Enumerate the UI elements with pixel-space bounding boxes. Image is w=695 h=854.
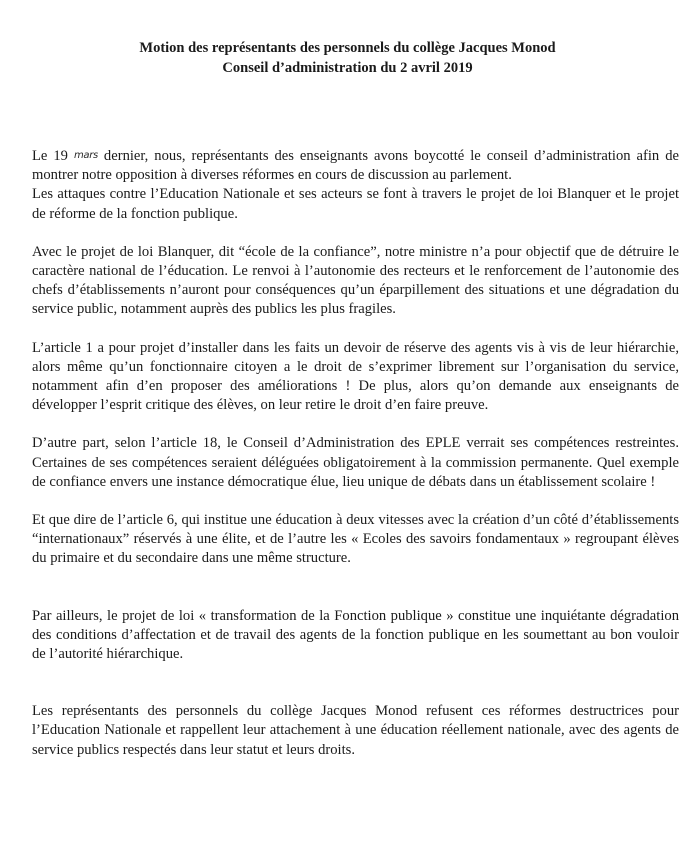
paragraph-boycott-rest: dernier, nous, représentants des enseignants avons boycotté le conseil d’administration afin de montrer notre opposition à diverses réformes en cours de discussion au parlement. (32, 148, 679, 184)
paragraph-loi-blanquer: Avec le projet de loi Blanquer, dit “école de la confiance”, notre ministre n’a pour objectif que de détruire le caractère national de l’éducation. Le renvoi à l’autonomie des recteurs et le renforcement de l’autonomie des chefs d’établissements n’auront pour conséquences qu’un éparpillement des situations et une dégradation du service public, notamment auprès des publics les plus fragiles. (32, 243, 679, 318)
paragraph-conclusion: Les représentants des personnels du collège Jacques Monod refusent ces réformes destructrices pour l’Education Nationale et rappellent leur attachement à une éducation réellement nationale, avec des agents de service publics respectés dans leur statut et leurs droits. (32, 703, 679, 758)
document-body (32, 146, 679, 760)
paragraph-attaques: Les attaques contre l’Education Nationale et ses acteurs se font à travers le projet de loi Blanquer et le projet de réforme de la fonction publique. (32, 186, 679, 222)
document-title (0, 38, 695, 78)
title-line-motion: Motion des représentants des personnels du collège Jacques Monod (139, 40, 556, 56)
title-line-conseil: Conseil d’administration du 2 avril 2019 (222, 60, 473, 76)
handwritten-month: mars (73, 150, 98, 161)
paragraph-fonction-publique: Par ailleurs, le projet de loi « transformation de la Fonction publique » constitue une inquiétante dégradation des conditions d’affectation et de travail des agents de la fonction publique en les soumettant au bon vouloir de l’autorité hiérarchique. (32, 607, 679, 663)
paragraph-article-18: D’autre part, selon l’article 18, le Conseil d’Administration des EPLE verrait ses compétences restreintes. Certaines de ses compétences seraient déléguées obligatoirement à la commission permanente. Quel exemple de confiance envers une instance démocratique élue, lieu unique de débats dans un établissement scolaire ! (32, 435, 679, 490)
paragraph-boycott-start: Le 19 (32, 148, 74, 164)
paragraph-article-6: Et que dire de l’article 6, qui institue une éducation à deux vitesses avec la création d’un côté d’établissements “internationaux” réservés à une élite, et de l’autre les « Ecoles des savoirs fondamentaux » regroupant élèves du primaire et du secondaire dans une même structure. (32, 512, 679, 567)
paragraph-article-1: L’article 1 a pour projet d’installer dans les faits un devoir de réserve des agents vis à vis de leur hiérarchie, alors même qu’un fonctionnaire citoyen a le droit de s’exprimer librement sur l’organisation du service, notamment afin d’en proposer des améliorations ! De plus, alors qu’on demande aux enseignants de développer l’esprit critique des élèves, on leur retire le droit d’en faire preuve. (32, 339, 679, 414)
paragraph-boycott (32, 146, 679, 185)
